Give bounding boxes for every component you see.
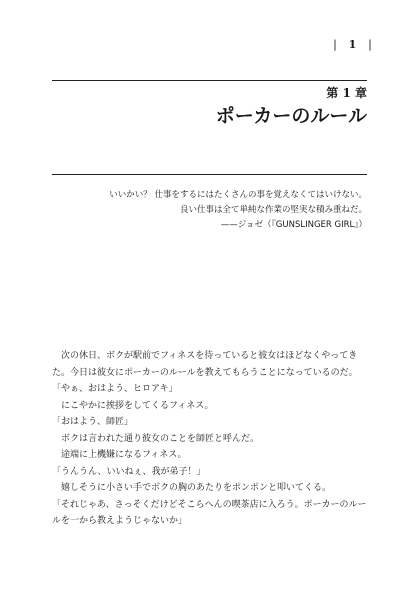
- header-bar-right: |: [368, 38, 372, 51]
- epigraph-line: 良い仕事は全て単純な作業の堅実な積み重ねだ。: [179, 204, 367, 215]
- paragraph: 嬉しそうに小さい手でボクの胸のあたりをポンポンと叩いてくる。: [61, 483, 332, 493]
- dialogue-line: 「うんうん、いいねぇ、我が弟子！」: [52, 466, 206, 477]
- body-text: [52, 348, 368, 530]
- paragraph: にこやかに挨拶をしてくるフィネス。: [61, 400, 214, 411]
- epigraph: [67, 188, 367, 233]
- chapter-rule-bottom: [52, 174, 367, 175]
- dialogue-line: 「やぁ、おはよう、ヒロアキ」: [52, 384, 178, 394]
- chapter-title: ポーカーのルール: [215, 105, 367, 127]
- epigraph-attribution: ——ジョゼ（『GUNSLINGER GIRL』）: [220, 220, 367, 230]
- chapter-rule-top: [52, 80, 367, 81]
- dialogue-line: 「それじゃあ、さっそくだけどそこらへんの喫茶店に入ろう。ポーカーのルールを一から教えようじゃないか」: [52, 499, 367, 526]
- paragraph: 途端に上機嫌になるフィネス。: [61, 450, 187, 460]
- page-number: 1: [348, 38, 357, 51]
- chapter-label: 第 1 章: [326, 86, 367, 100]
- paragraph: 次の休日、ボクが駅前でフィネスを待っていると彼女はほどなくやってきた。今日は彼女にポーカーのルールを教えてもらうことになっているのだ。: [52, 351, 358, 378]
- header-bar-left: |: [333, 38, 337, 51]
- paragraph: ボクは言われた通り彼女のことを師匠と呼んだ。: [61, 433, 260, 444]
- dialogue-line: 「おはよう、師匠」: [52, 417, 134, 427]
- epigraph-line: いいかい？ 仕事をするにはたくさんの事を覚えなくてはいけない。: [109, 190, 367, 200]
- page-number-header: [328, 38, 377, 51]
